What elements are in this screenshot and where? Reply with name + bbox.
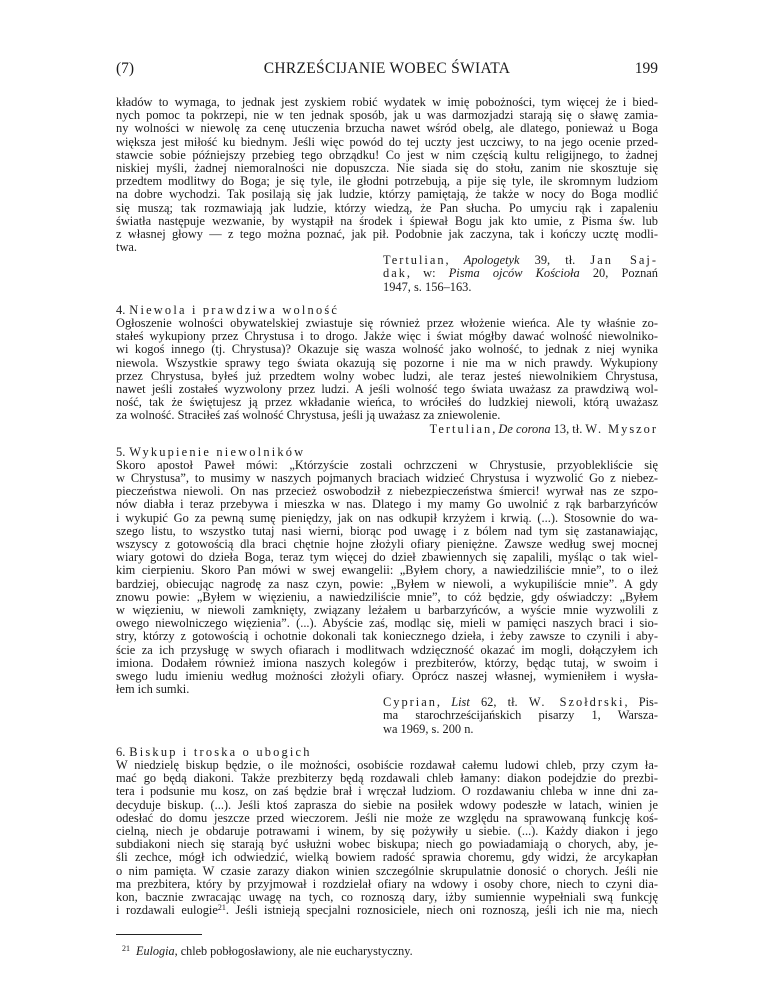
- author-name: W. Myszor: [585, 421, 658, 436]
- text-segment: i rozdawali eulogie: [116, 903, 218, 918]
- citation-line: [383, 723, 658, 736]
- work-title: List: [451, 695, 470, 710]
- section-title: Wykupienie niewolników: [129, 444, 306, 459]
- text-line: Skoro apostoł Paweł mówi: „Którzyście zostali ochrzczeni w Chrystusie, przyoblekliście się: [116, 457, 658, 472]
- text-line: wiary gotowi do dzieła Boga, teraz tym więcej do dzieł zbawiennych się zapalili, myśląc o tak wiel-: [116, 550, 658, 565]
- text-line: kim cierpieniu. Skoro Pan mówi w swej ewangelii: „Byłem chory, a nawiedziliście mnie”, to o ileż: [116, 563, 658, 578]
- text-line: tera i podsunie mu kosz, on zaś będzie brał i wręczał ludziom. O rozdawaniu chleba w inne dni za-: [116, 784, 658, 799]
- text-line: cielną, niech je obdaruje potrawami i winem, by się pożywiły u siebie. (...). Każdy diakon i jego: [116, 823, 658, 838]
- footnote: [122, 944, 413, 959]
- text-line: stawcie sobie późniejszy przebieg tego obrządku! Co jest w nim częścią kultu religijnego, to żadnej: [116, 147, 658, 162]
- author-name: Cyprian: [383, 695, 437, 710]
- text-line: twa.: [116, 240, 137, 255]
- running-title: CHRZEŚCIJANIE WOBEC ŚWIATA: [263, 60, 511, 77]
- text-line: ny wolności w niewolę za cenę utuczenia brzucha nawet wśród obelg, ale dlatego, ponieważ u Boga: [116, 121, 658, 136]
- text-segment: ,: [492, 421, 499, 436]
- text-line: ście za ich przysługę w swych ofiarach i modlitwach wdzięczność okazać im mogli, dołączyłem ich: [116, 642, 658, 657]
- text-line: większa jest miłość ku biednym. Jeśli więc powód do tej uczty jest uczciwy, to na jego ocenie przed-: [116, 134, 658, 149]
- text-line: ma prezbitera, który by przyjmował i rozdzielał ofiary na wdowy i osoby chore, niech to czyni dia-: [116, 876, 658, 891]
- text-line: bardziej, obiecując nagrodę za nasz czyn, powie: „Byłem w niewoli, a wykupiliście mnie”. A gdy: [116, 576, 658, 591]
- text-line: pieczeństwa niewoli. On nas przecież oswobodził z niebezpieczeństwa śmierci! wyrwał nas ze szpo-: [116, 484, 658, 499]
- author-name: W. Szołdrski: [528, 695, 625, 710]
- text-line: nów diabła i teraz przebywa i mieszka w nas. Dlatego i my mamy Go uwolnić z rąk barbarzyńców: [116, 497, 658, 512]
- work-title: Apologetyk: [463, 253, 520, 268]
- text-line: nawet jeśli zostałeś wyzwolony przez ludzi. A jeśli wolność tego świata uważasz za prawdziwą wol-: [116, 381, 658, 396]
- text-segment: 62, tł.: [469, 695, 529, 710]
- footnote-divider: [116, 934, 202, 935]
- section: [116, 446, 658, 736]
- text-line: imiona. Dodałem również imiona naszych kolegów i prezbiterów, którzy, będąc tutaj, w swoim i: [116, 655, 658, 670]
- text-line: kładów to wymaga, to jednak jest zyskiem robić wydatek w imię pobożności, tym więcej że i bied-: [116, 95, 658, 109]
- section: [116, 304, 658, 436]
- text-segment: 1947, s. 156–163.: [383, 279, 472, 294]
- text-line: odesłać do domu jeszcze przed wieczorem. Jeśli nie może ze względu na sprawowaną funkcję koś-: [116, 810, 658, 825]
- section-title: Niewola i prawdziwa wolność: [129, 302, 340, 317]
- text-line: na dobre wychodzi. Tak posilają się jak ludzie, którzy pamiętają, że także w nocy do Boga modlić: [116, 187, 658, 202]
- section-heading: [116, 446, 658, 459]
- page-number: 199: [634, 60, 658, 77]
- text-segment: , Pis-: [624, 695, 659, 710]
- text-line: w Chrystusa”, to musimy w naszych pojmanych braciach widzieć Chrystusa i wyzwolić Go z niebez-: [116, 471, 658, 486]
- text-line: szego listu, to wszystko tutaj nasi wierni, biorąc pod uwagę i z bólem nad tym się zastanawiając,: [116, 523, 658, 538]
- text-segment: ma starochrześcijańskich pisarzy 1, Warsza-: [383, 708, 658, 723]
- text-line: przez Chrystusa, byłeś już przedtem wolny wobec ludzi, ale teraz jesteś niewolnikiem Chrystusa,: [116, 368, 658, 383]
- footnote-text: , chleb pobłogosławiony, ale nie eucharystyczny.: [174, 944, 413, 958]
- text-line: w więzieniu, w niewoli zamknięty, związany leżałem u barbarzyńców, a wyście mnie wyzwolili z: [116, 602, 658, 617]
- author-name: Jan Saj-: [590, 253, 658, 268]
- section: [116, 96, 658, 294]
- author-name: dak: [383, 266, 407, 281]
- text-line: niskiej myśli, żadnej niemoralności nie dopuszcza. Nie siada się do stołu, zanim nie skosztuje się: [116, 160, 658, 175]
- running-header: [116, 60, 658, 80]
- text-segment: . Jeśli istnieją specjalni roznosiciele, niech oni roznoszą, jeśli ich nie ma, niech: [225, 903, 658, 918]
- text-line: subdiakoni niech się starają być usłużni wobec biskupa; niech go powiadamiają o chorych, aby, je-: [116, 837, 658, 852]
- text-line: się muszą; tak rozmawiają jak ludzie, którzy wiedzą, że Pan słucha. Po umyciu rąk i zapaleniu: [116, 200, 658, 215]
- text-line: o nim pamięta. W czasie zarazy diakon winien szczególnie skrupulatnie donosić o chorych. Jeśli nie: [116, 863, 658, 878]
- author-name: Tertulian: [383, 253, 446, 268]
- text-line: śli zechce, mógł ich odwiedzić, wielką bowiem radość sprawia choremu, gdy widzi, że arcykapłan: [116, 850, 658, 865]
- text-line: łem ich sumki.: [116, 682, 190, 697]
- text-line: niewola. Wszystkie sprawy tego świata okazują się pozorne i nie ma w nich prawdy. Wykupiony: [116, 355, 658, 370]
- text-segment: , w:: [406, 266, 449, 281]
- text-line: kon, bacznie zwracając uwagę na tych, co roznoszą dary, iżby sumiennie wypełniali swą funkcję: [116, 889, 658, 904]
- text-line: nych pomoc ta pokrzepi, nie w ten jednak sposób, jak u was darmozjadzi starają się o sławę zamia-: [116, 108, 658, 123]
- text-line: przedtem modlitwy do Boga; je się tyle, ile głodni potrzebują, a pije się tyle, ile skromnym ludziom: [116, 174, 658, 189]
- text-line: swego ludu imieniu według możności złożyli ofiary. Oprócz naszej własnej, wymieniłem i wysła-: [116, 668, 658, 683]
- text-segment: 39, tł.: [519, 253, 591, 268]
- author-name: Tertulian: [429, 421, 493, 436]
- footnote-term: Eulogia: [136, 944, 175, 958]
- text-line: mać go będą diakoni. Także prezbiterzy będą rozdawali chleb łamany: diakon podejdzie do prezbi-: [116, 771, 658, 786]
- section-number: 6.: [116, 744, 126, 759]
- text-line: stałeś wykupiony przez Chrystusa i to drogo. Jakże więc i świat mógłby dawać wolność niewolniko-: [116, 329, 658, 344]
- text-line: owego niewolniczego więzienia”. (...). Abyście zaś, modląc się, mieli w pamięci naszych braci i sio-: [116, 616, 658, 631]
- work-title: Pisma ojców Kościoła: [448, 266, 580, 281]
- text-line: wi kogoś innego (tj. Chrystusa)? Okazuje się wasza wolność jako wolność, to jednak z niej wynika: [116, 342, 658, 357]
- text-line: znowu powie: „Byłem w więzieniu, a nawiedziliście mnie”, to cóż będzie, gdy oświadczy: „Byłem: [116, 589, 658, 604]
- section-title: Biskup i troska o ubogich: [129, 744, 312, 759]
- text-line: stry, którzy z gotowością i ochotnie dokonali tak koniecznego dzieła, i żeby zawsze to czynili i aby-: [116, 629, 658, 644]
- footnote-number: 21: [122, 944, 130, 953]
- text-line: [116, 904, 658, 917]
- text-segment: ,: [445, 253, 464, 268]
- text-line: ność, tak że świętujesz ją przez wkładanie wieńca, to wróciłeś do ludzkiej niewoli, którą uważasz: [116, 395, 658, 410]
- text-segment: wa 1969, s. 200 n.: [383, 721, 474, 736]
- text-line: Ogłoszenie wolności obywatelskiej zwiastuje się również przez włożenie wieńca. Ale ty właśnie zo-: [116, 316, 658, 330]
- citation-line: [116, 423, 658, 436]
- text-line: za wolność. Straciłeś zaś wolność Chrystusa, jeśli ją uważasz za zniewolenie.: [116, 408, 501, 423]
- text-segment: 20, Poznań: [579, 266, 658, 281]
- page-body: [116, 96, 658, 917]
- text-line: i wykupić Go za pewną sumę pieniędzy, jak on nas odkupił krzyżem i krwią. (...). Stosownie do wa-: [116, 510, 658, 525]
- text-line: W niedzielę biskup będzie, o ile możności, osobiście rozdawał całemu ludowi chleb, przy czym ła-: [116, 758, 658, 772]
- footnote-reference: 21: [217, 903, 226, 913]
- section-number: 4.: [116, 302, 126, 317]
- section: [116, 746, 658, 917]
- text-segment: ,: [436, 695, 452, 710]
- text-segment: 13, tł.: [550, 421, 586, 436]
- text-line: wszyscy z gotowością dla braci chętnie hojne złożyli ofiary pieniężne. Zawsze według swej mocnej: [116, 537, 658, 551]
- text-line: światła następuje wezwanie, by wystąpił na środek i śpiewał Bogu jak kto umie, z Pisma św. lub: [116, 213, 658, 228]
- citation-line: [383, 281, 658, 294]
- work-title: De corona: [498, 421, 551, 436]
- text-line: z własnej głowy — z tego można poznać, jak pił. Podobnie jak zaczyna, tak i kończy ucztę modli-: [116, 226, 658, 241]
- section-number: 5.: [116, 444, 126, 459]
- text-line: decyduje biskup. (...). Jeśli ktoś zaprasza do siebie na posiłek wdowy podeszłe w latach, winien je: [116, 797, 658, 812]
- chapter-number: (7): [116, 60, 135, 77]
